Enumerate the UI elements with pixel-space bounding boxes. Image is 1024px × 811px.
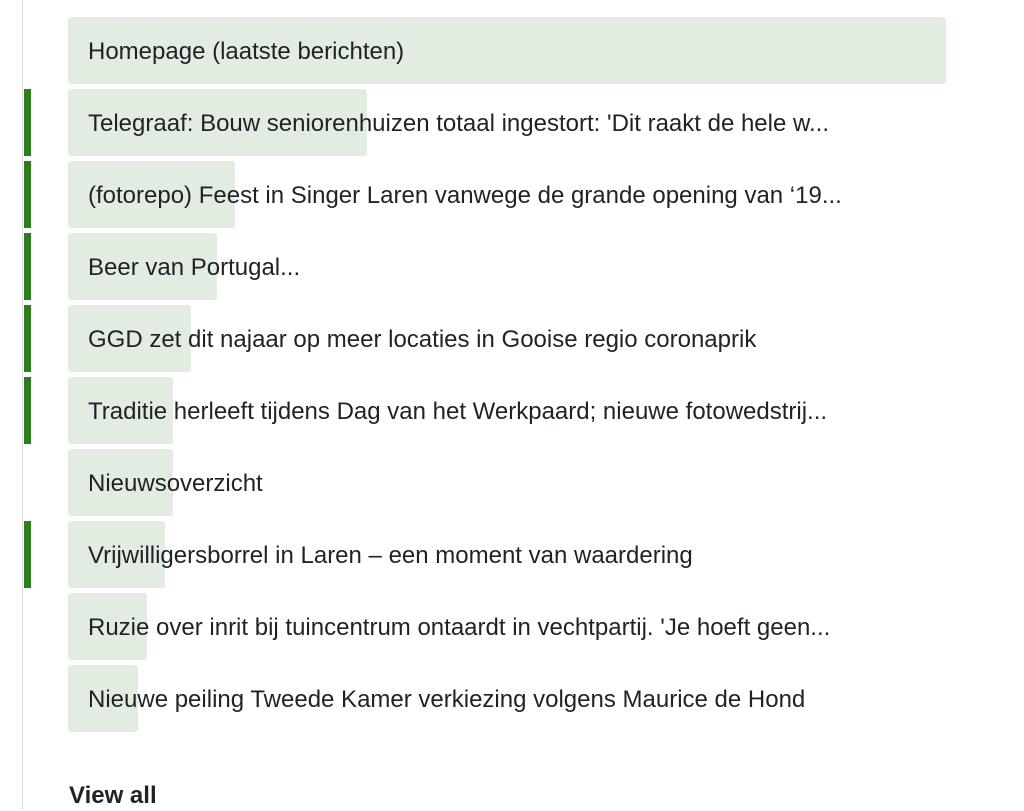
list-item-link[interactable] [68,17,946,84]
list-item-label: (fotorepo) Feest in Singer Laren vanwege de grande opening van ‘19... [88,182,842,209]
list-item-link[interactable] [68,449,946,516]
list-item-label: Homepage (laatste berichten) [88,38,405,65]
list-item [0,17,1024,84]
list-item-label: Telegraaf: Bouw seniorenhuizen totaal ingestort: 'Dit raakt de hele w... [88,110,830,137]
list-item-label: Nieuwe peiling Tweede Kamer verkiezing volgens Maurice de Hond [88,686,806,713]
list-item [0,161,1024,228]
list-item [0,305,1024,372]
list-item [0,593,1024,660]
list-item-link[interactable] [68,593,946,660]
list-item-label: GGD zet dit najaar op meer locaties in Gooise regio coronaprik [88,326,757,353]
list-item [0,665,1024,732]
accent-bar [24,161,31,228]
list-item-label: Nieuwsoverzicht [88,470,263,497]
list-item-label: Ruzie over inrit bij tuincentrum ontaardt in vechtpartij. 'Je hoeft geen... [88,614,831,641]
list-item-link[interactable] [68,233,946,300]
list-item-label: Traditie herleeft tijdens Dag van het Werkpaard; nieuwe fotowedstrij... [88,398,828,425]
list-item-link[interactable] [68,305,946,372]
list-item-label: Beer van Portugal... [88,254,301,281]
list-item [0,449,1024,516]
list-item [0,233,1024,300]
list-item-link[interactable] [68,665,946,732]
accent-bar [24,233,31,300]
list-item [0,89,1024,156]
list-item [0,521,1024,588]
accent-bar [24,305,31,372]
view-all-link[interactable]: View all [69,782,157,809]
list-item-link[interactable] [68,377,946,444]
list-item-label: Vrijwilligersborrel in Laren – een moment van waardering [88,542,693,569]
list-item-link[interactable] [68,89,946,156]
accent-bar [24,377,31,444]
accent-bar [24,521,31,588]
list-item-link[interactable] [68,521,946,588]
accent-bar [24,89,31,156]
list-item-link[interactable] [68,161,946,228]
page-list [0,17,1024,737]
list-item [0,377,1024,444]
